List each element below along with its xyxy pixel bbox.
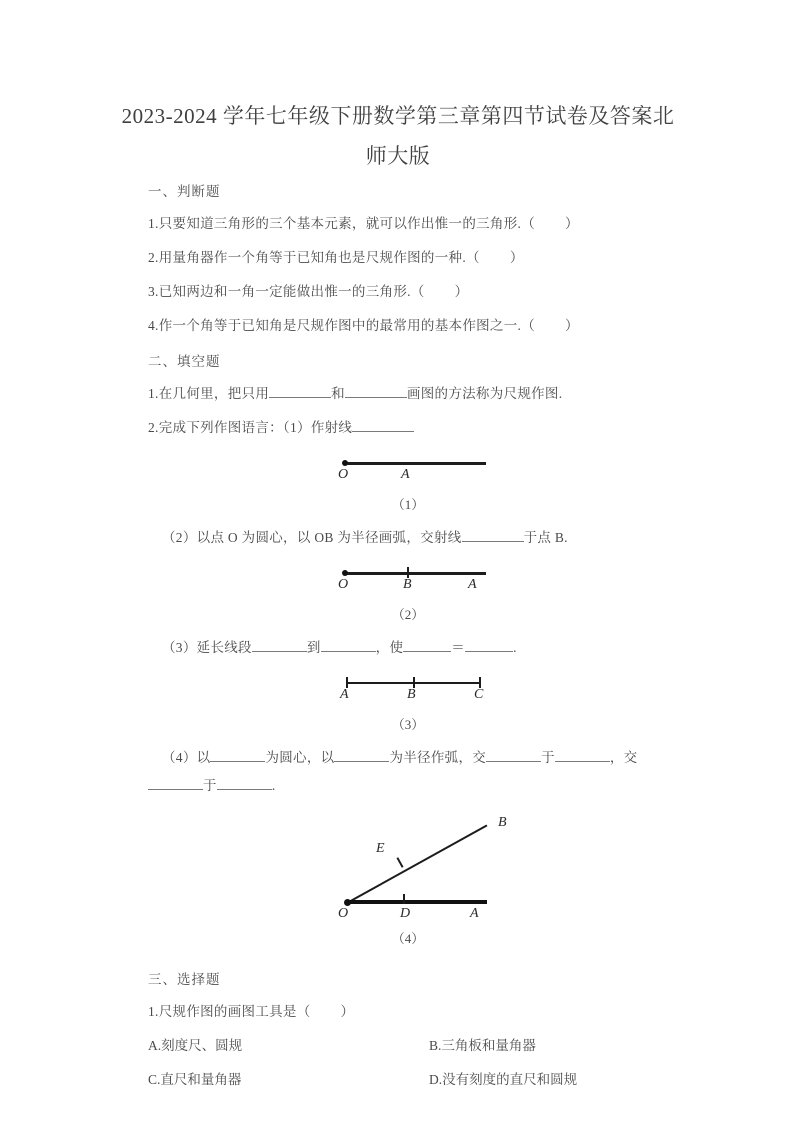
- figure-4-caption: （4）: [391, 931, 425, 946]
- mc-option-a[interactable]: A.刻度尺、圆规: [148, 1038, 243, 1053]
- fill-q24-part-c: 为半径作弧，交: [389, 750, 487, 765]
- mc-option-d[interactable]: D.没有刻度的直尺和圆规: [429, 1072, 578, 1087]
- figure-2-line: [344, 572, 486, 575]
- fill-q1-part-a: 1.在几何里，把只用: [148, 386, 270, 401]
- figure-4-label-a: A: [470, 906, 479, 921]
- section-heading-true-false: 一、判断题: [148, 184, 221, 199]
- tf-question-4-text: 4.作一个角等于已知角是尺规作图中的最常用的基本作图之一.（: [148, 318, 535, 333]
- fill-q22-part-b: 于点 B.: [523, 530, 568, 545]
- figure-4-ray-oa: [347, 900, 487, 904]
- fill-blank[interactable]: [217, 789, 272, 790]
- tf-question-1-text: 1.只要知道三角形的三个基本元素，就可以作出惟一的三角形.（: [148, 216, 535, 231]
- fill-blank[interactable]: [252, 651, 307, 652]
- mc-options-row-2: [148, 1070, 693, 1090]
- fill-blank[interactable]: [486, 761, 541, 762]
- mc-option-c[interactable]: C.直尺和量角器: [148, 1072, 242, 1087]
- tf-question-4-close: ）: [565, 318, 579, 333]
- title-line-1: 2023-2024 学年七年级下册数学第三章第四节试卷及答案北: [121, 104, 675, 128]
- fill-blank[interactable]: [345, 397, 407, 398]
- fill-question-2: [148, 418, 693, 438]
- tf-question-3-text: 3.已知两边和一角一定能做出惟一的三角形.（: [148, 284, 425, 299]
- fill-blank[interactable]: [462, 541, 524, 542]
- tf-question-2-text: 2.用量角器作一个角等于已知角也是尺规作图的一种.（: [148, 250, 480, 265]
- mc-question-1-close: ）: [340, 1004, 355, 1019]
- fill-q1-part-c: 画图的方法称为尺规作图.: [406, 386, 563, 401]
- fill-q23-part-c: ，使: [375, 640, 404, 655]
- fill-question-2-3: [148, 638, 693, 658]
- tf-question-3: [148, 282, 693, 302]
- tf-question-2: [148, 248, 693, 268]
- document-body: [148, 182, 693, 1104]
- fill-blank[interactable]: [148, 789, 203, 790]
- figure-2-label-a: A: [468, 577, 477, 592]
- fill-q23-part-e: .: [513, 640, 517, 655]
- figure-1-label-o: O: [338, 467, 349, 482]
- figure-1-caption: （1）: [391, 497, 425, 512]
- figure-4-label-e: E: [376, 841, 385, 856]
- tf-question-3-close: ）: [454, 284, 469, 299]
- fill-blank[interactable]: [321, 651, 376, 652]
- figure-2-label-b: B: [403, 577, 412, 592]
- fill-blank[interactable]: [465, 651, 513, 652]
- figure-4-label-d: D: [400, 906, 411, 921]
- tf-question-2-close: ）: [509, 250, 524, 265]
- figure-2-point-o-dot: [342, 570, 348, 576]
- figure-1-point-o-dot: [342, 460, 348, 466]
- fill-q23-part-d: ＝: [451, 640, 466, 655]
- figure-4-tick-e: [396, 857, 403, 868]
- figure-4-label-b: B: [498, 815, 507, 830]
- fill-blank[interactable]: [352, 431, 414, 432]
- fill-q24-part-b: 为圆心，以: [265, 750, 335, 765]
- fill-blank[interactable]: [555, 761, 610, 762]
- fill-q24-part-d: 于: [541, 750, 555, 765]
- mc-option-b[interactable]: B.三角板和量角器: [429, 1038, 536, 1053]
- fill-blank[interactable]: [269, 397, 331, 398]
- figure-3-label-b: B: [407, 687, 416, 702]
- fill-blank[interactable]: [334, 761, 389, 762]
- fill-question-1: [148, 384, 693, 404]
- fill-q23-part-b: 到: [306, 640, 321, 655]
- figure-2-ray-obA: [148, 558, 693, 604]
- section-heading-multiple-choice: 三、选择题: [148, 972, 221, 987]
- mc-question-1: [148, 1002, 693, 1022]
- figure-1-ray-oa: [148, 448, 693, 494]
- figure-2-caption: （2）: [391, 607, 425, 622]
- fill-question-2-2: [148, 528, 693, 548]
- page-title: [113, 96, 683, 176]
- fill-q23-part-a: （3）延长线段: [162, 640, 252, 655]
- fill-q1-part-b: 和: [331, 386, 345, 401]
- figure-1-line: [344, 462, 486, 465]
- figure-3-caption: （3）: [391, 717, 425, 732]
- mc-question-1-text: 1.尺规作图的画图工具是（: [148, 1004, 311, 1019]
- fill-q24-part-g: .: [271, 778, 276, 793]
- fill-question-2-4-cont: [148, 776, 693, 796]
- fill-q22-part-a: （2）以点 O 为圆心，以 OB 为半径画弧，交射线: [162, 530, 462, 545]
- title-line-2: 师大版: [365, 144, 431, 168]
- fill-q24-part-a: （4）以: [162, 750, 211, 765]
- figure-4-vertex-o-dot: [344, 899, 351, 906]
- fill-q24-part-e: ，交: [609, 750, 638, 765]
- fill-blank[interactable]: [403, 651, 451, 652]
- mc-options-row-1: [148, 1036, 693, 1056]
- figure-4-label-o: O: [338, 906, 349, 921]
- tf-question-1: [148, 214, 693, 234]
- figure-1-label-a: A: [401, 467, 410, 482]
- fill-question-2-4: [148, 748, 693, 768]
- tf-question-1-close: ）: [565, 216, 579, 231]
- figure-3-segment-abc: [148, 668, 693, 714]
- fill-q2-lead: 2.完成下列作图语言：（1）作射线: [148, 420, 353, 435]
- figure-3-label-c: C: [474, 687, 484, 702]
- fill-blank[interactable]: [210, 761, 265, 762]
- figure-2-label-o: O: [338, 577, 349, 592]
- fill-q24-part-f: 于: [203, 778, 217, 793]
- figure-3-label-a: A: [340, 687, 349, 702]
- figure-4-ray-ob: [347, 825, 488, 904]
- tf-question-4: [148, 316, 693, 336]
- figure-4-angle-aob: [148, 810, 693, 928]
- figure-4-tick-d: [403, 894, 405, 904]
- section-heading-fill-blank: 二、填空题: [148, 354, 221, 369]
